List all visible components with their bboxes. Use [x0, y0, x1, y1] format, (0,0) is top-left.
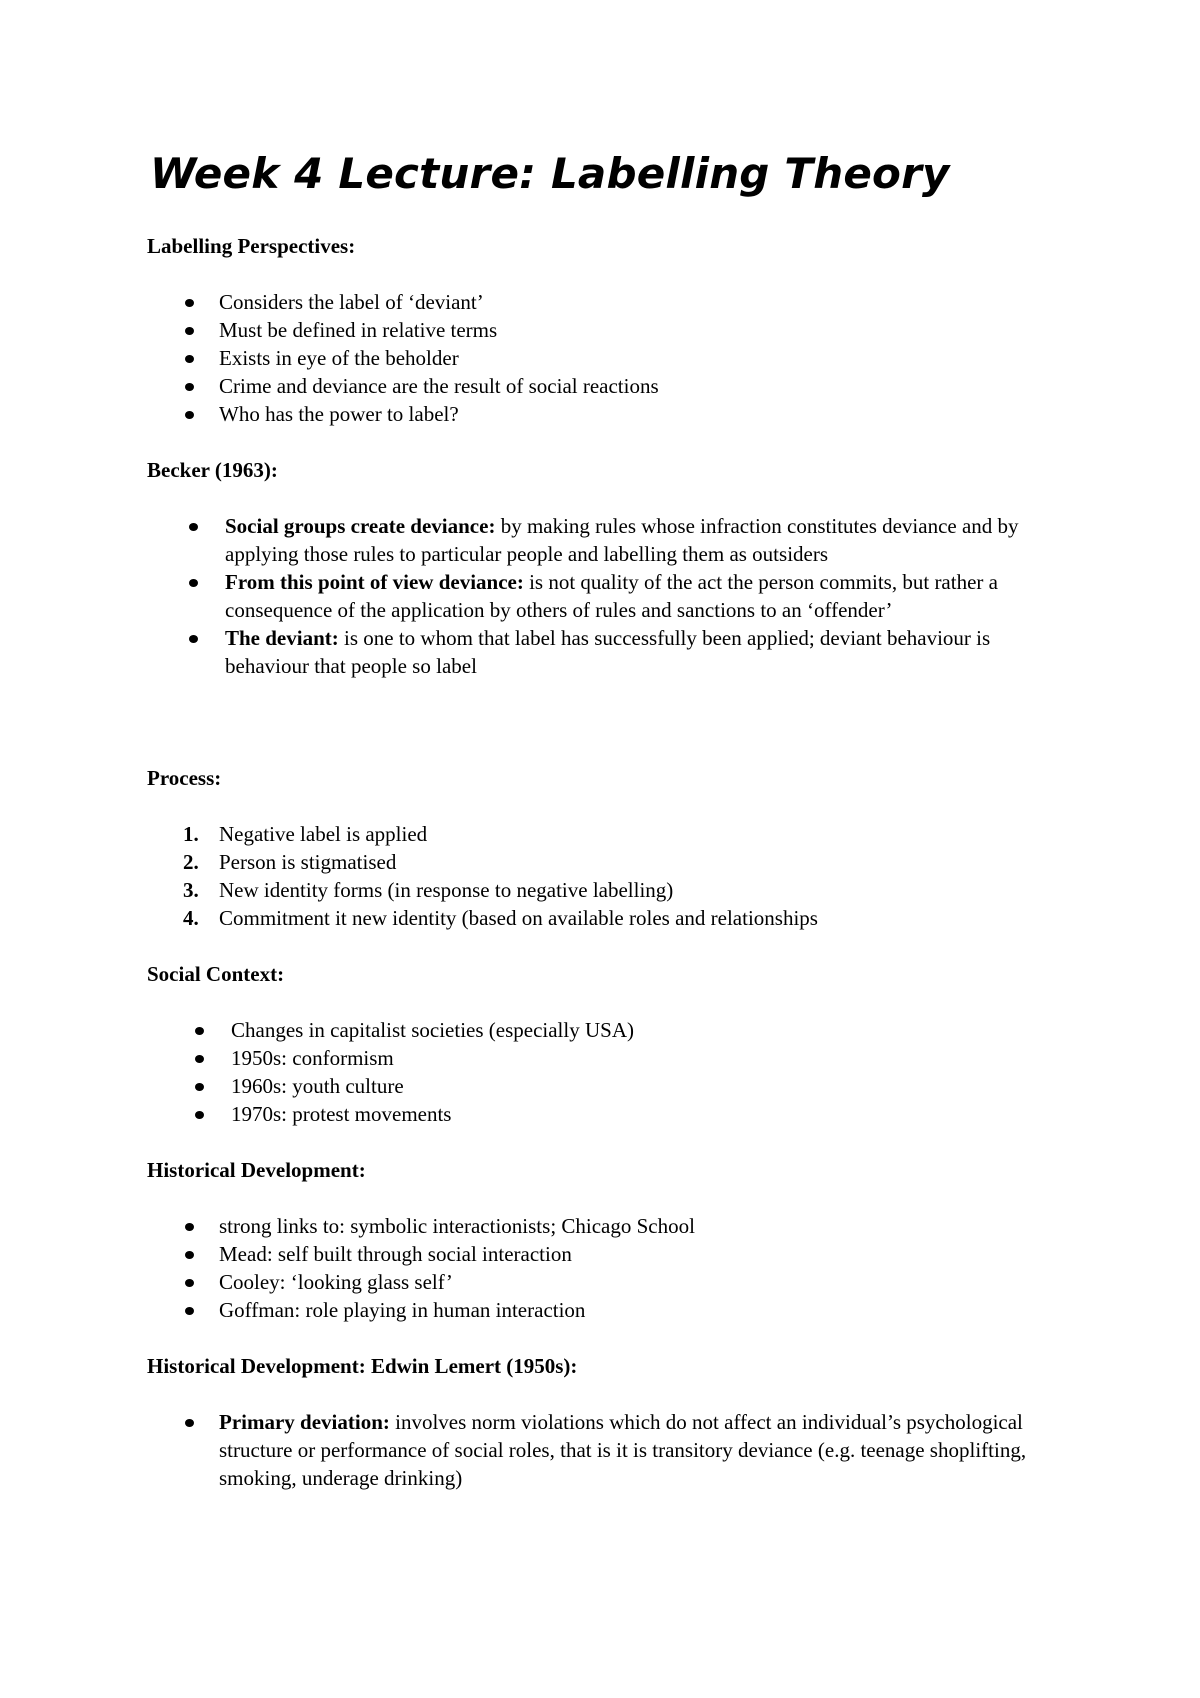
- list-item: 2. Person is stigmatised: [183, 850, 397, 874]
- section-process: [147, 764, 1107, 932]
- list-item: Goffman: role playing in human interaction: [147, 1296, 1107, 1324]
- list-item: Changes in capitalist societies (especially USA): [147, 1016, 1107, 1044]
- section-heading: Process:: [147, 766, 222, 790]
- list-item: Exists in eye of the beholder: [147, 344, 1107, 372]
- bullet-icon: [185, 327, 194, 335]
- list-item: 4. Commitment it new identity (based on available roles and relationships: [183, 906, 818, 930]
- list-item: [147, 1408, 1107, 1492]
- bullet-icon: [185, 1251, 194, 1259]
- list-item: [147, 624, 1107, 680]
- list-item: [147, 512, 1107, 568]
- section-labelling-perspectives: [147, 232, 1107, 428]
- section-heading: Historical Development:: [147, 1158, 366, 1182]
- bullet-icon: [189, 635, 198, 643]
- bullet-icon: [189, 523, 198, 531]
- section-social-context: [147, 960, 1107, 1128]
- term-label: Primary deviation:: [219, 1410, 390, 1434]
- bullet-list: [147, 1212, 1107, 1324]
- section-heading: Social Context:: [147, 962, 285, 986]
- page-title: Week 4 Lecture: Labelling Theory: [150, 149, 950, 198]
- term-label: From this point of view deviance:: [225, 570, 524, 594]
- list-item: 1960s: youth culture: [147, 1072, 1107, 1100]
- bullet-icon: [185, 1279, 194, 1287]
- bullet-icon: [185, 1223, 194, 1231]
- bullet-icon: [185, 1419, 194, 1427]
- list-item: 1. Negative label is applied: [183, 822, 428, 846]
- numbered-list: [147, 820, 1107, 932]
- bullet-icon: [185, 411, 194, 419]
- list-item: 3. New identity forms (in response to negative labelling): [183, 878, 674, 902]
- list-item: Considers the label of ‘deviant’: [147, 288, 1107, 316]
- list-number: 4.: [183, 906, 199, 930]
- list-item: Must be defined in relative terms: [147, 316, 1107, 344]
- list-item: strong links to: symbolic interactionists; Chicago School: [147, 1212, 1107, 1240]
- bullet-icon: [185, 383, 194, 391]
- bullet-icon: [195, 1083, 204, 1091]
- section-becker: [147, 456, 1107, 680]
- term-definition: is one to whom that label has successfully been applied; deviant behaviour is behaviour that people so label: [225, 626, 991, 678]
- list-item: 1950s: conformism: [147, 1044, 1107, 1072]
- bullet-list: [147, 512, 1107, 680]
- bullet-icon: [195, 1111, 204, 1119]
- list-number: 1.: [183, 822, 199, 846]
- section-heading: Labelling Perspectives:: [147, 234, 356, 258]
- term-definition: involves norm violations which do not affect an individual’s psychological structure or performance of social roles, that is it is transitory deviance (e.g. teenage shoplifting, smoking, underage drinking): [219, 1410, 1027, 1490]
- list-item: Mead: self built through social interaction: [147, 1240, 1107, 1268]
- section-heading: Becker (1963):: [147, 458, 278, 482]
- list-item: Who has the power to label?: [147, 400, 1107, 428]
- list-item: 1970s: protest movements: [147, 1100, 1107, 1128]
- section-historical-development: [147, 1156, 1107, 1324]
- bullet-list: [147, 1016, 1107, 1128]
- bullet-list: [147, 1408, 1107, 1492]
- bullet-icon: [185, 299, 194, 307]
- bullet-icon: [189, 579, 198, 587]
- bullet-icon: [185, 355, 194, 363]
- list-item: [147, 568, 1107, 624]
- list-item: Crime and deviance are the result of social reactions: [147, 372, 1107, 400]
- bullet-icon: [195, 1055, 204, 1063]
- term-definition: by making rules whose infraction constitutes deviance and by applying those rules to particular people and labelling them as outsiders: [225, 514, 1019, 566]
- list-number: 2.: [183, 850, 199, 874]
- bullet-list: [147, 288, 1107, 428]
- list-item: Cooley: ‘looking glass self’: [147, 1268, 1107, 1296]
- term-definition: is not quality of the act the person commits, but rather a consequence of the application by others of rules and sanctions to an ‘offender’: [225, 570, 998, 622]
- section-heading: Historical Development: Edwin Lemert (1950s):: [147, 1354, 578, 1378]
- bullet-icon: [195, 1027, 204, 1035]
- term-label: The deviant:: [225, 626, 339, 650]
- bullet-icon: [185, 1307, 194, 1315]
- section-edwin-lemert: [147, 1352, 1107, 1492]
- list-number: 3.: [183, 878, 199, 902]
- term-label: Social groups create deviance:: [225, 514, 496, 538]
